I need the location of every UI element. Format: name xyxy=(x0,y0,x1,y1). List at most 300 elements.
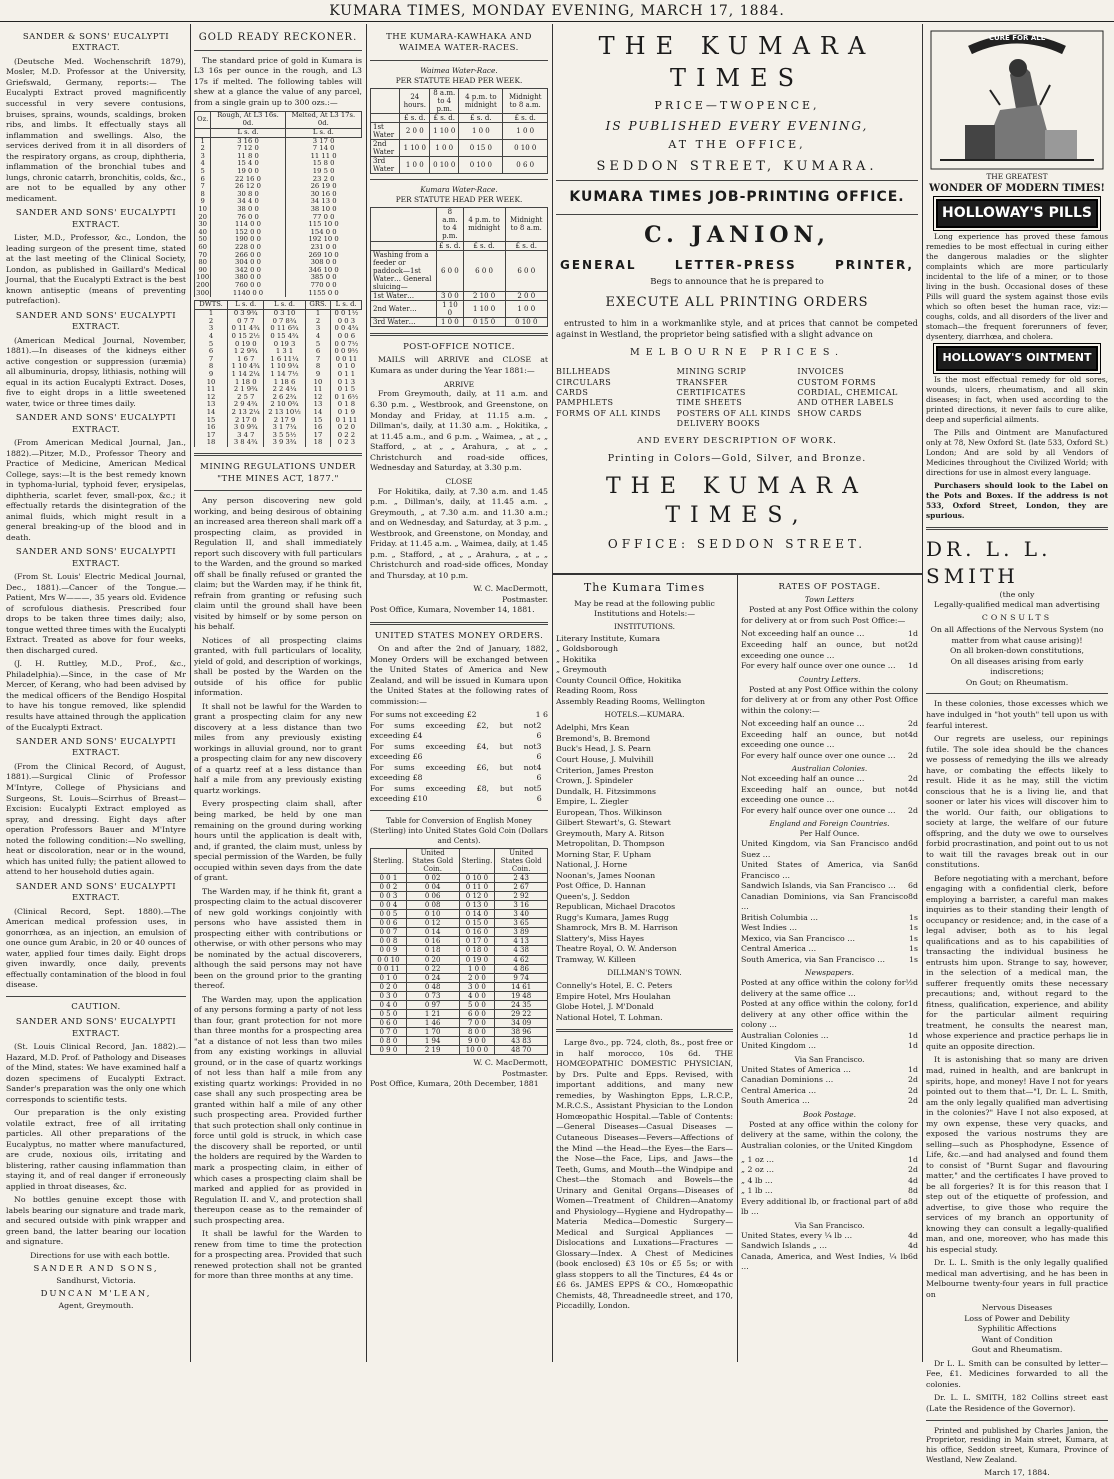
hotel-item: Gilbert Stewart's, G. Stewart xyxy=(556,818,671,828)
table-cell: 2 17 9 xyxy=(264,417,305,425)
table-cell: 0 5 0 xyxy=(371,1009,407,1018)
table-cell: 38 96 xyxy=(495,1027,548,1036)
paragraph: It shall be lawful for the Warden to renew from time to time the protection for a prospecting area. Provided that such renewed protection shall not be granted for more than three months at any time. xyxy=(194,1229,362,1281)
rate-value: 1s xyxy=(909,923,918,933)
hotel-item: Rugg's Kumara, James Rugg xyxy=(556,912,669,922)
table-cell: 0 1 11 xyxy=(331,417,362,425)
table-cell: 3 4 7 xyxy=(228,432,264,440)
table-cell: 1st Water… xyxy=(371,291,437,300)
hotel-item: National, J. Horne xyxy=(556,860,628,870)
table-row xyxy=(371,250,548,291)
table-header: Melted, At L3 17s. 0d. xyxy=(285,112,361,129)
table-cell: 8 0 0 xyxy=(459,1027,495,1036)
table-row xyxy=(371,1000,548,1009)
table-cell: 19 5 0 xyxy=(285,168,361,176)
rate-label: „ 2 oz … xyxy=(741,1165,775,1175)
table-row xyxy=(371,291,548,300)
table-cell: 1 94 xyxy=(406,1036,459,1045)
institutions-list xyxy=(556,634,733,708)
rate-row xyxy=(741,640,918,661)
consult-item: On all diseases arising from early indiscretions; xyxy=(950,656,1084,677)
paragraph: Lister, M.D., Professor, &c., London, the leading surgeon of the present time, stated at the last meeting of the Clinical Society, London, as published in Gaillard's Medical Journal, that the Eucalypti Extract is the best known antiseptic (means of preventing putrefaction). xyxy=(6,233,186,306)
column-rule xyxy=(737,575,738,1362)
rate-label: „ 4 lb … xyxy=(741,1175,773,1185)
hotels-list xyxy=(556,723,733,965)
table-subheader: £ s. d. xyxy=(430,114,459,123)
subheading: INSTITUTIONS. xyxy=(614,621,675,631)
table-cell: 9 0 0 xyxy=(459,1036,495,1045)
condition-item: Gout and Rheumatism. xyxy=(971,1345,1063,1355)
subheading: Legally-qualified medical man advertising xyxy=(934,600,1100,610)
table-cell: 2 0 0 xyxy=(459,973,495,982)
street-line: SEDDON STREET, KUMARA. xyxy=(596,158,878,174)
caution-heading: CAUTION. xyxy=(71,1001,121,1012)
table-cell: 190 0 0 xyxy=(211,236,285,244)
table-header: Oz. xyxy=(195,112,211,129)
rate-value: 4 6 xyxy=(536,762,542,783)
rate-row xyxy=(741,955,918,966)
rate-value: 2d xyxy=(908,805,918,815)
table-cell: 0 15 0 xyxy=(459,919,495,928)
rate-value: 2d xyxy=(908,1165,918,1175)
table-cell: 0 0 6 xyxy=(331,333,362,341)
table-cell: 2nd Water xyxy=(371,140,400,157)
rate-label: For every half ounce over one ounce … xyxy=(741,805,896,815)
table-cell: 1 18 6 xyxy=(264,379,305,387)
table-cell: 1 21 xyxy=(406,1009,459,1018)
table-row xyxy=(371,919,548,928)
hotel-item: Shamrock, Mrs B. M. Harrison xyxy=(556,923,678,933)
table-cell: 228 0 0 xyxy=(211,244,285,252)
rate-row xyxy=(741,1231,918,1242)
table-cell: 8 xyxy=(195,363,228,371)
divider xyxy=(370,622,548,625)
table-cell: 30 xyxy=(195,221,211,229)
table-cell: 38 0 0 xyxy=(211,206,285,214)
hotel-item: Tramway, W. Killeen xyxy=(556,954,636,964)
table-cell: 114 0 0 xyxy=(211,221,285,229)
table-row xyxy=(371,991,548,1000)
office-line: AT THE OFFICE, xyxy=(668,137,806,151)
table-cell: 0 11 0 xyxy=(459,883,495,892)
table-cell: 2 0 0 xyxy=(505,291,547,300)
service-item: DELIVERY BOOKS xyxy=(676,419,761,429)
table-row xyxy=(371,937,548,946)
services-list xyxy=(556,367,918,429)
table-subheader: £ s. d. xyxy=(463,241,505,250)
rate-row xyxy=(370,763,548,784)
institution-item: „ Goldsborough xyxy=(556,644,619,654)
table-cell: 304 0 0 xyxy=(211,259,285,267)
table-cell: 1 10 0 xyxy=(437,300,464,317)
table-row xyxy=(371,1018,548,1027)
table-cell: 0 11 4¾ xyxy=(228,325,264,333)
trade-word: PRINTER, xyxy=(835,257,914,272)
services-col xyxy=(797,367,918,429)
rate-label: Canadian Dominions … xyxy=(741,1075,834,1085)
table-cell: 17 xyxy=(195,432,228,440)
hotel-item: Noonan's, James Noonan xyxy=(556,870,656,880)
paragraph: (St. Louis Clinical Record, Jan. 1882).—Hazard, M.D. Prof. of Pathology and Diseases of the Mind, states: We have examined half a dozen specimens of Eucalypti Extract. Sander's preparation was the only one which corresponds to scientific tests. xyxy=(6,1042,186,1104)
table-cell: 0 8 0 xyxy=(371,1036,407,1045)
rate-value: 6d xyxy=(908,860,918,870)
ad-title: SANDER AND SONS' EUCALYPTI EXTRACT. xyxy=(15,881,177,904)
signature-role: Postmaster. xyxy=(502,594,548,604)
melbourne-prices: MELBOURNE PRICES. xyxy=(629,347,845,359)
table-cell: 3 xyxy=(195,325,228,333)
table-cell: 1 10 0 xyxy=(400,140,430,157)
table-cell: 152 0 0 xyxy=(211,229,285,237)
table-cell: 1 46 xyxy=(406,1018,459,1027)
table-cell: 0 1 6½ xyxy=(331,394,362,402)
table-cell: 70 xyxy=(195,252,211,260)
subheading: (the only xyxy=(999,589,1035,599)
table-cell: 3 17 0 xyxy=(285,137,361,145)
table-cell: 2 92 xyxy=(495,892,548,901)
table-cell: 2 1 9¾ xyxy=(228,386,264,394)
ad-title: SANDER AND SONS' EUCALYPTI EXTRACT. xyxy=(15,413,177,435)
divider xyxy=(194,50,362,51)
consults-heading: CONSULTS xyxy=(981,612,1053,622)
rate-row xyxy=(741,1252,918,1273)
paragraph: From Greymouth, daily, at 11 a.m. and 6.30 p.m. „ Westbrook, and Greenstone, on Monday and Friday, at 11.15 a.m. „ Dillman's, daily, at 11.30 a.m. „ Hokitika, „ at 11.45 a.m., and 6 p.m. „ Waimea, „ at „ „ Stafford, „ at „ „ Arahura, „ at „ „ Christchurch and road-side offices, Wednesday and Saturday, at 3.30 p.m. xyxy=(370,389,548,473)
divider xyxy=(370,179,548,180)
table-row xyxy=(371,317,548,326)
rates-list xyxy=(741,978,918,1052)
table-cell: 6 0 0 xyxy=(505,250,547,291)
table-cell: 7 14 0 xyxy=(285,145,361,153)
signature: W. C. MacDermott, xyxy=(473,1058,548,1068)
table-cell: 1 14 7½ xyxy=(264,371,305,379)
subheading: Country Letters. xyxy=(798,674,861,684)
table-cell: 0 1 1 xyxy=(331,371,362,379)
table-cell: 0 0 7½ xyxy=(331,341,362,349)
rate-value: 2d xyxy=(908,1075,918,1085)
table-header: DWTS. xyxy=(195,301,228,310)
hotel-item: Metropolitan, D. Thompson xyxy=(556,839,665,849)
table-cell: 3rd Water xyxy=(371,157,400,174)
table-cell: 0 02 xyxy=(406,874,459,883)
table-cell: 0 10 0 xyxy=(505,317,547,326)
table-cell: 4 xyxy=(305,333,331,341)
table-cell: 2 13 10½ xyxy=(264,409,305,417)
table-header: GRS. xyxy=(305,301,331,310)
rate-value: 2d xyxy=(908,750,918,760)
services-col xyxy=(677,367,798,429)
table-cell: 43 83 xyxy=(495,1036,548,1045)
paragraph: Long experience has proved these famous remedies to be most effectual in curing either the dangerous maladies or the slighter complaints which are more particularly incidental to the life of a miner, or to those living in the bush. Occasional doses of these Pills will guard the system against those evils which so often beset the human race, viz:—coughs, colds, and all disorders of the liver and stomach—the frequent forerunners of fever, dysentery, diarrhœa, and cholera. xyxy=(926,232,1108,342)
table-cell: 2 2 4¼ xyxy=(264,386,305,394)
rate-value: 4d xyxy=(908,729,918,739)
paragraph: Purchasers should look to the Label on the Pots and Boxes. If the address is not 533, Oxford Street, London, they are spurious. xyxy=(926,480,1108,520)
holloway-emblem xyxy=(930,30,1104,170)
table-cell: 7 xyxy=(195,356,228,364)
ad-title: SANDER AND SONS' EUCALYPTI EXTRACT. xyxy=(15,208,177,230)
table-cell: 2 6 2¾ xyxy=(264,394,305,402)
table-row xyxy=(371,910,548,919)
table-cell: 34 4 0 xyxy=(211,198,285,206)
table-cell: 7 xyxy=(305,356,331,364)
table-cell: 3 xyxy=(305,325,331,333)
table-cell: 0 15 0 xyxy=(463,317,505,326)
table-cell: 0 9 0 xyxy=(371,1045,407,1054)
institution-item: Reading Room, Ross xyxy=(556,686,638,696)
table-cell: 3 1 7¼ xyxy=(264,424,305,432)
subheading: England and Foreign Countries. xyxy=(769,819,890,829)
paragraph: Our regrets are useless, our repinings futile. The sole idea should be the chances we possess of remedying the ills we already have, or combating the effects likely to result. Hide it as he may, still the victim conscious that he is a living lie, and that sooner or later his vices will discover him to the world. Our faith, our obligations to society at large, the welfare of our future offspring, and the duty we owe to ourselves forbid procrastination, and point out to us not to wait till the ravages break out in our constitutions. xyxy=(926,734,1108,870)
table-header: Midnight to 8 a.m. xyxy=(503,88,548,113)
rate-value: 4d xyxy=(908,1175,918,1185)
table-cell: 10 xyxy=(195,206,211,214)
service-item: AND OTHER LABELS xyxy=(797,398,894,408)
table-cell: 1 0 0 xyxy=(400,157,430,174)
rate-label: For every half ounce over one ounce … xyxy=(741,750,896,760)
service-item: SHOW CARDS xyxy=(797,408,862,418)
masthead: KUMARA TIMES, MONDAY EVENING, MARCH 17, 1884. xyxy=(0,0,1114,22)
table-cell: 60 xyxy=(195,244,211,252)
table-cell: 2 19 xyxy=(406,1045,459,1054)
table-cell: 12 xyxy=(305,394,331,402)
table-row xyxy=(371,946,548,955)
table-cell: 0 48 xyxy=(406,982,459,991)
rate-label: United States, every ¼ lb … xyxy=(741,1230,853,1240)
paragraph: (Deutsche Med. Wochenschrift 1879), Mosler, M.D. Professor at the University, Griefswald, Germany, reports:— The Eucalypti Extract proved magnificently successful in very severe contusions, bruises, sprains, wounds, scaldings, broken ribs, and limbs. It effectually stays all inflammation and swellings. Also, the services derived from it in all disorders of the respiratory organs, as croup, diphtheria, inflammation of the bronchial tubes and lungs, chronic catarrh, bronchitis, colds, &c., are not to be equalled by any other medicament. xyxy=(6,56,186,203)
table-row xyxy=(371,883,548,892)
paragraph: May be read at the following public Institutions and Hotels:— xyxy=(574,598,715,619)
rate-row xyxy=(741,913,918,924)
table-cell: 7 12 0 xyxy=(211,145,285,153)
rate-label: Posted at any office within the colony for delivery at the same office … xyxy=(741,978,906,998)
trade-word: LETTER-PRESS xyxy=(674,257,797,272)
service-item: CORDIAL, CHEMICAL xyxy=(797,387,898,397)
kumara-table xyxy=(370,207,548,327)
table-cell: 0 97 xyxy=(406,1000,459,1009)
table-cell: 0 1 3 xyxy=(331,379,362,387)
hotel-item: Buck's Head, J. S. Pearn xyxy=(556,744,651,754)
table-cell: 4 13 xyxy=(495,937,548,946)
table-cell: 3 0 0 xyxy=(459,982,495,991)
rate-label: South America … xyxy=(741,1096,810,1106)
rate-label: „ 1 lb … xyxy=(741,1186,773,1196)
paragraph: Is the most effectual remedy for old sores, wounds, ulcers, rheumatism, and all skin diseases; in fact, when used according to the printed directions, it never fails to cure alike, deep and superficial ailments. xyxy=(926,375,1108,424)
table-cell: 18 xyxy=(305,439,331,447)
divider xyxy=(370,60,548,61)
rate-label: For sums exceeding £8, but not exceeding £10 xyxy=(370,783,537,804)
table-cell: 3rd Water… xyxy=(371,317,437,326)
dillman-list xyxy=(556,981,733,1023)
table-cell: 1 xyxy=(195,310,228,318)
rates-list xyxy=(741,1231,918,1273)
table-cell: 0 1 8 xyxy=(331,401,362,409)
hotel-item: Adelphi, Mrs Kean xyxy=(556,723,630,733)
gold-table xyxy=(194,111,362,297)
rate-row xyxy=(741,1155,918,1166)
table-cell: 380 0 0 xyxy=(211,274,285,282)
table-cell: 0 19 0 xyxy=(459,955,495,964)
rate-value: 2d xyxy=(908,1085,918,1095)
rate-label: For sums exceeding £6, but not exceeding £8 xyxy=(370,762,537,783)
hotel-item: Republican, Michael Dracotos xyxy=(556,902,676,912)
table-cell: 269 10 0 xyxy=(285,252,361,260)
table-cell: 0 0 1½ xyxy=(331,310,362,318)
paragraph: (From American Medical Journal, Jan., 1882).—Pitzer, M.D., Professor Theory and Practice of Medicine, American Medical College, says:—It is the best remedy known in typhoma-lurial, typhoid fever, erysipelas, diphtheria, scarlet fever, small-pox, &c.; it effectually retards the disintegration of the animal fluids, which might result in a general breaking-up of the blood and in death. xyxy=(6,438,186,542)
table-row xyxy=(371,1036,548,1045)
table-row xyxy=(195,439,362,447)
consult-item: On Gout; on Rheumatism. xyxy=(965,677,1069,687)
rate-value: 1 6 xyxy=(535,710,548,720)
table-subheader: £ s. d. xyxy=(505,241,547,250)
trade-word: GENERAL xyxy=(560,257,637,272)
hotel-item: Globe Hotel, J. M'Donald xyxy=(556,1002,654,1012)
rate-value: 1d xyxy=(908,661,918,671)
table-row xyxy=(371,874,548,883)
table-cell: 11 11 0 xyxy=(285,153,361,161)
table-row xyxy=(371,892,548,901)
table-cell: 10 xyxy=(195,379,228,387)
paragraph: Every prospecting claim shall, after being marked, be held by one man remaining on the ground during working hours until the application is dealt with, and, if granted, the claim must, unless by special permission of the Warden, be fully occupied within seven days from the date of grant. xyxy=(194,799,362,883)
signature-place: Post Office, Kumara, November 14, 1881. xyxy=(370,605,535,615)
table-cell: 0 3 10 xyxy=(264,310,305,318)
table-cell: 26 12 0 xyxy=(211,183,285,191)
signature-place: Agent, Greymouth. xyxy=(58,1300,134,1310)
paragraph: It shall not be lawful for the Warden to grant a prospecting claim for any new discovery at a less distance than two miles from any previously existing workings in alluvial ground, nor to grant a prospecting claim for any new discovery of a quartz reef at a less distance than half a mile from any previously existing quartz workings. xyxy=(194,701,362,795)
table-cell: 0 2 2 xyxy=(331,432,362,440)
table-cell: 0 14 0 xyxy=(459,910,495,919)
table-cell: 1 10 4¾ xyxy=(228,363,264,371)
table-cell: 0 08 xyxy=(406,901,459,910)
rate-row xyxy=(741,774,918,785)
subheading: HOTELS.—KUMARA. xyxy=(604,710,685,720)
hotel-item: Morning Star, F. Upham xyxy=(556,849,652,859)
rate-row xyxy=(370,742,548,763)
paragraph: For Hokitika, daily, at 7.30 a.m. and 1.45 p.m. „ Dillman's, daily, at 11.45 a.m. „ Greymouth, „ at 7.30 a.m. and 11.30 a.m.; and on Wednesday, and Saturday, at 3 p.m. „ Westbrook, and Greenstone, on Monday, and Friday. at 11.45 a.m. „ Waimea, daily, at 1.45 p.m. „ Stafford, „ at „ „ Arahura, „ at „ „ Christchurch and road-side offices, Monday and Thursday, at 10 p.m. xyxy=(370,486,548,580)
table-row xyxy=(371,157,548,174)
rate-value: 8d xyxy=(908,1186,918,1196)
table-cell: 1 0 0 xyxy=(503,123,548,140)
table-subheader: £ s. d. xyxy=(437,241,464,250)
rate-label: British Columbia … xyxy=(741,912,819,922)
rate-value: 4d xyxy=(908,1241,918,1251)
rate-value: 8d xyxy=(908,1196,918,1206)
paragraph: The Warden may, upon the application of any persons forming a party of not less than four, grant protection for not more than three months for a prospecting area "at a distance of not less than two miles from any existing workings in alluvial ground, or in the case of quartz workings of not less than half a mile from any existing quartz workings: Provided in no case shall any such prospecting area be granted within half a mile of any other such prospecting area. Provided further that such protection shall only continue in force until gold is struck, in which case the discovery shall be reported, or until the holders are required by the Warden to mark a prospecting claim, in either of which cases a prospecting claim shall be marked and applied for as provided in Regulation II. and V., and protection shall thereupon cease as to the remainder of such prospecting area. xyxy=(194,994,362,1225)
table-cell: 0 1 5 xyxy=(331,386,362,394)
job-printing-title: KUMARA TIMES JOB-PRINTING OFFICE. xyxy=(569,189,905,206)
table-row xyxy=(195,153,362,161)
column-holloway-smith xyxy=(926,28,1108,1478)
rate-row xyxy=(741,978,918,999)
table-subtitle: PER STATUTE HEAD PER WEEK. xyxy=(395,75,523,85)
table-cell: 0 6 0 xyxy=(503,157,548,174)
table-header: Rough, At L3 16s. 0d. xyxy=(211,112,285,129)
published-line: IS PUBLISHED EVERY EVENING, xyxy=(605,118,869,133)
table-header: United States Gold Coin. xyxy=(495,848,548,873)
table-row xyxy=(371,982,548,991)
table-cell: 1 10 0 xyxy=(463,300,505,317)
rate-label: United States of America … xyxy=(741,1064,851,1074)
table-cell: 5 0 0 xyxy=(459,1000,495,1009)
table-cell: 7 xyxy=(195,183,211,191)
consult-item: On all broken-down constitutions, xyxy=(950,646,1084,656)
table-row xyxy=(371,964,548,973)
rate-row xyxy=(741,1241,918,1252)
rate-row xyxy=(741,629,918,640)
dwt-table xyxy=(194,300,362,447)
table-subheader xyxy=(371,114,400,123)
table-cell: 2 xyxy=(195,145,211,153)
table-cell: 0 15 0 xyxy=(459,140,503,157)
table-header: Midnight to 8 a.m. xyxy=(505,208,547,241)
consult-item: On all Affections of the Nervous System (no matter from what cause arising)! xyxy=(930,625,1104,645)
table-row xyxy=(195,290,362,298)
table-cell: 26 19 0 xyxy=(285,183,361,191)
table-cell: 9 xyxy=(305,371,331,379)
table-cell: 6 xyxy=(305,348,331,356)
paragraph: Posted at any Post Office within the colony for delivery at or from any other Post Office within the colony:— xyxy=(741,684,919,715)
table-cell: 1 2 9¾ xyxy=(228,348,264,356)
table-cell: 0 19 3 xyxy=(264,341,305,349)
rate-value: 2 6 xyxy=(536,720,542,741)
hotel-item: Post Office, D. Hannan xyxy=(556,881,646,891)
table-row xyxy=(371,928,548,937)
rate-label: Sandwich Islands „ … xyxy=(741,1241,828,1251)
table-cell: 0 18 0 xyxy=(459,946,495,955)
subheading: Via San Francisco. xyxy=(794,1220,865,1230)
rate-value: 5 6 xyxy=(536,783,542,804)
table-cell: 1 0 0 xyxy=(430,140,459,157)
table-cell: 11 xyxy=(195,386,228,394)
subheading: ARRIVE xyxy=(443,379,475,389)
table-cell: 0 0 9 xyxy=(371,946,407,955)
condition-item: Loss of Power and Debility xyxy=(964,1313,1070,1323)
rate-label: Central America … xyxy=(741,1085,817,1095)
divider xyxy=(926,693,1108,694)
table-cell: 0 13 0 xyxy=(459,901,495,910)
column-rule xyxy=(366,24,367,1362)
paragraph: Posted at any office within the colony for delivery at the same, within the colony, the Australian colonies, or the United Kingdom xyxy=(741,1119,918,1150)
table-cell: 29 22 xyxy=(495,1009,548,1018)
rate-label: Canada, America, and West Indies, ¼ lb … xyxy=(741,1251,909,1272)
table-cell: 23 2 0 xyxy=(285,176,361,184)
imprint: Printed and published by Charles Janion, the Proprietor, residing in Main street, Kumara, at his office, Seddon street, Kumara, Province of Westland, New Zealand. xyxy=(926,1425,1108,1465)
rate-value: ½d xyxy=(905,978,918,988)
table-cell: 2 13 2¼ xyxy=(228,409,264,417)
table-title: Kumara Water-Race. xyxy=(420,185,498,195)
table-cell: 346 10 0 xyxy=(285,267,361,275)
column-gold-reckoner xyxy=(194,28,362,1362)
table-cell: 3 40 xyxy=(495,910,548,919)
service-item: CARDS xyxy=(556,387,589,397)
table-cell: 8 xyxy=(305,363,331,371)
rates-list xyxy=(741,719,918,761)
rates-list xyxy=(741,1155,918,1197)
institution-item: County Council Office, Hokitika xyxy=(556,675,682,685)
table-cell: 4 38 xyxy=(495,946,548,955)
hotel-item: Connelly's Hotel, E. C. Peters xyxy=(556,981,673,991)
table-cell: 0 18 xyxy=(406,946,459,955)
table-cell: 3 0 9¾ xyxy=(228,424,264,432)
table-cell: 6 0 0 xyxy=(437,250,464,291)
table-row xyxy=(371,1045,548,1054)
imprint-date: March 17, 1884. xyxy=(984,1468,1050,1478)
rate-row xyxy=(741,719,918,730)
table-cell: 3 9 3¾ xyxy=(264,439,305,447)
rate-label: United States of America, via San Francisco … xyxy=(741,860,909,880)
rate-row xyxy=(370,784,548,805)
table-cell: 2 67 xyxy=(495,883,548,892)
table-cell: 0 20 xyxy=(406,955,459,964)
table-row xyxy=(195,137,362,145)
price: PRICE—TWOPENCE, xyxy=(654,98,820,112)
